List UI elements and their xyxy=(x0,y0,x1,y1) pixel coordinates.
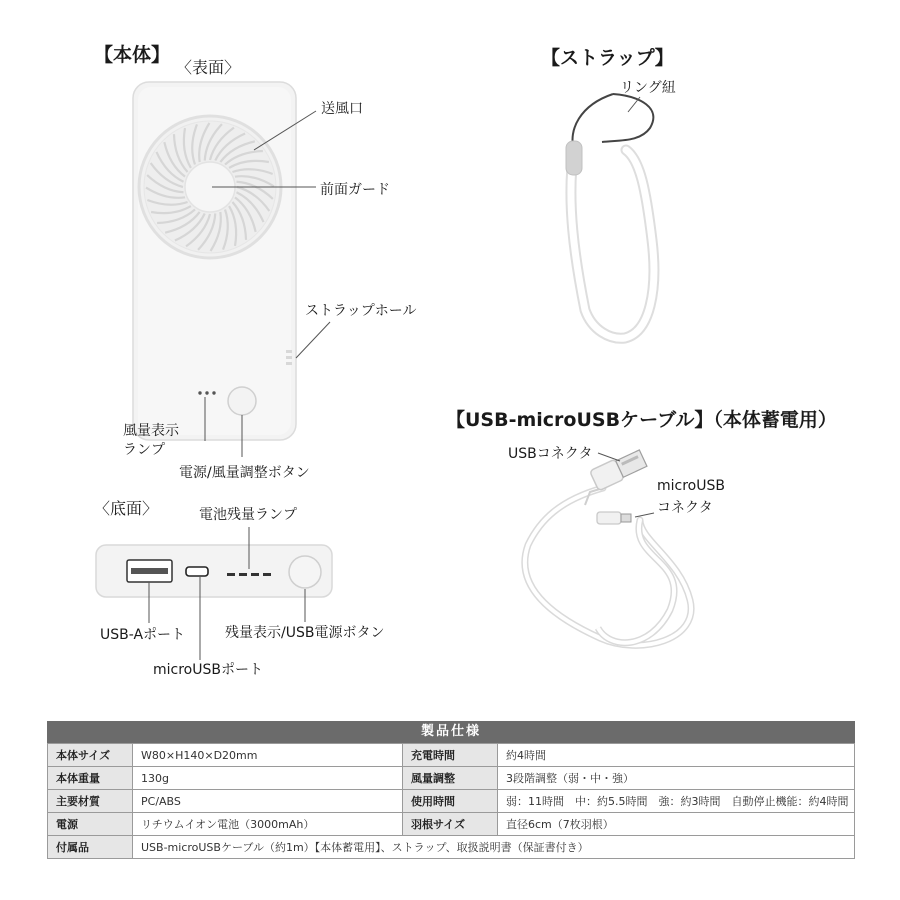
spec-key: 付属品 xyxy=(48,836,133,859)
spec-value: W80×H140×D20mm xyxy=(133,744,403,767)
spec-value: PC/ABS xyxy=(133,790,403,813)
spec-row xyxy=(48,744,855,767)
label-usb-power-button: 残量表示/USB電源ボタン xyxy=(225,625,385,641)
label-usb-connector: USBコネクタ xyxy=(508,446,593,462)
spec-table-title: 製品仕様 xyxy=(47,721,855,743)
label-air-outlet: 送風口 xyxy=(321,101,363,117)
spec-key: 主要材質 xyxy=(48,790,133,813)
view-title-front: 〈表面〉 xyxy=(176,58,241,77)
section-title-main-body: 【本体】 xyxy=(94,44,171,66)
spec-table xyxy=(47,743,855,859)
spec-key: 電源 xyxy=(48,813,133,836)
spec-key: 使用時間 xyxy=(403,790,498,813)
spec-value: USB-microUSBケーブル（約1m）【本体蓄電用】、ストラップ、取扱説明書（保証書付き） xyxy=(133,836,855,859)
label-micro-connector-1: microUSB xyxy=(657,478,725,494)
label-power-button: 電源/風量調整ボタン xyxy=(179,465,310,481)
spec-value: 直径6cm（7枚羽根） xyxy=(498,813,855,836)
label-front-guard: 前面ガード xyxy=(320,182,390,198)
label-usb-a-port: USB-Aポート xyxy=(100,627,186,643)
spec-value: 弱：11時間 中：約5.5時間 強：約3時間 自動停止機能：約4時間 xyxy=(498,790,855,813)
label-wind-lamp-1: 風量表示 xyxy=(123,423,179,439)
view-title-bottom: 〈底面〉 xyxy=(94,499,159,518)
spec-row xyxy=(48,767,855,790)
spec-key: 充電時間 xyxy=(403,744,498,767)
spec-row xyxy=(48,790,855,813)
label-micro-connector-2: コネクタ xyxy=(657,500,713,516)
label-strap-hole: ストラップホール xyxy=(305,303,417,319)
label-wind-lamp-2: ランプ xyxy=(123,442,165,458)
spec-key: 羽根サイズ xyxy=(403,813,498,836)
spec-value: 約4時間 xyxy=(498,744,855,767)
fan-front-image xyxy=(133,82,296,440)
label-micro-usb-port: microUSBポート xyxy=(153,662,263,678)
section-title-strap: 【ストラップ】 xyxy=(541,47,674,69)
spec-value: 130g xyxy=(133,767,403,790)
label-battery-lamp: 電池残量ランプ xyxy=(199,507,297,523)
label-ring-cord: リング紐 xyxy=(620,80,676,96)
spec-value: 3段階調整（弱・中・強） xyxy=(498,767,855,790)
spec-key: 風量調整 xyxy=(403,767,498,790)
spec-row-accessories xyxy=(48,836,855,859)
fan-bottom-image xyxy=(96,545,332,597)
spec-key: 本体重量 xyxy=(48,767,133,790)
spec-key: 本体サイズ xyxy=(48,744,133,767)
strap-image xyxy=(566,94,654,338)
section-title-cable: 【USB-microUSBケーブル】（本体蓄電用） xyxy=(446,409,837,431)
spec-row xyxy=(48,813,855,836)
spec-value: リチウムイオン電池（3000mAh） xyxy=(133,813,403,836)
